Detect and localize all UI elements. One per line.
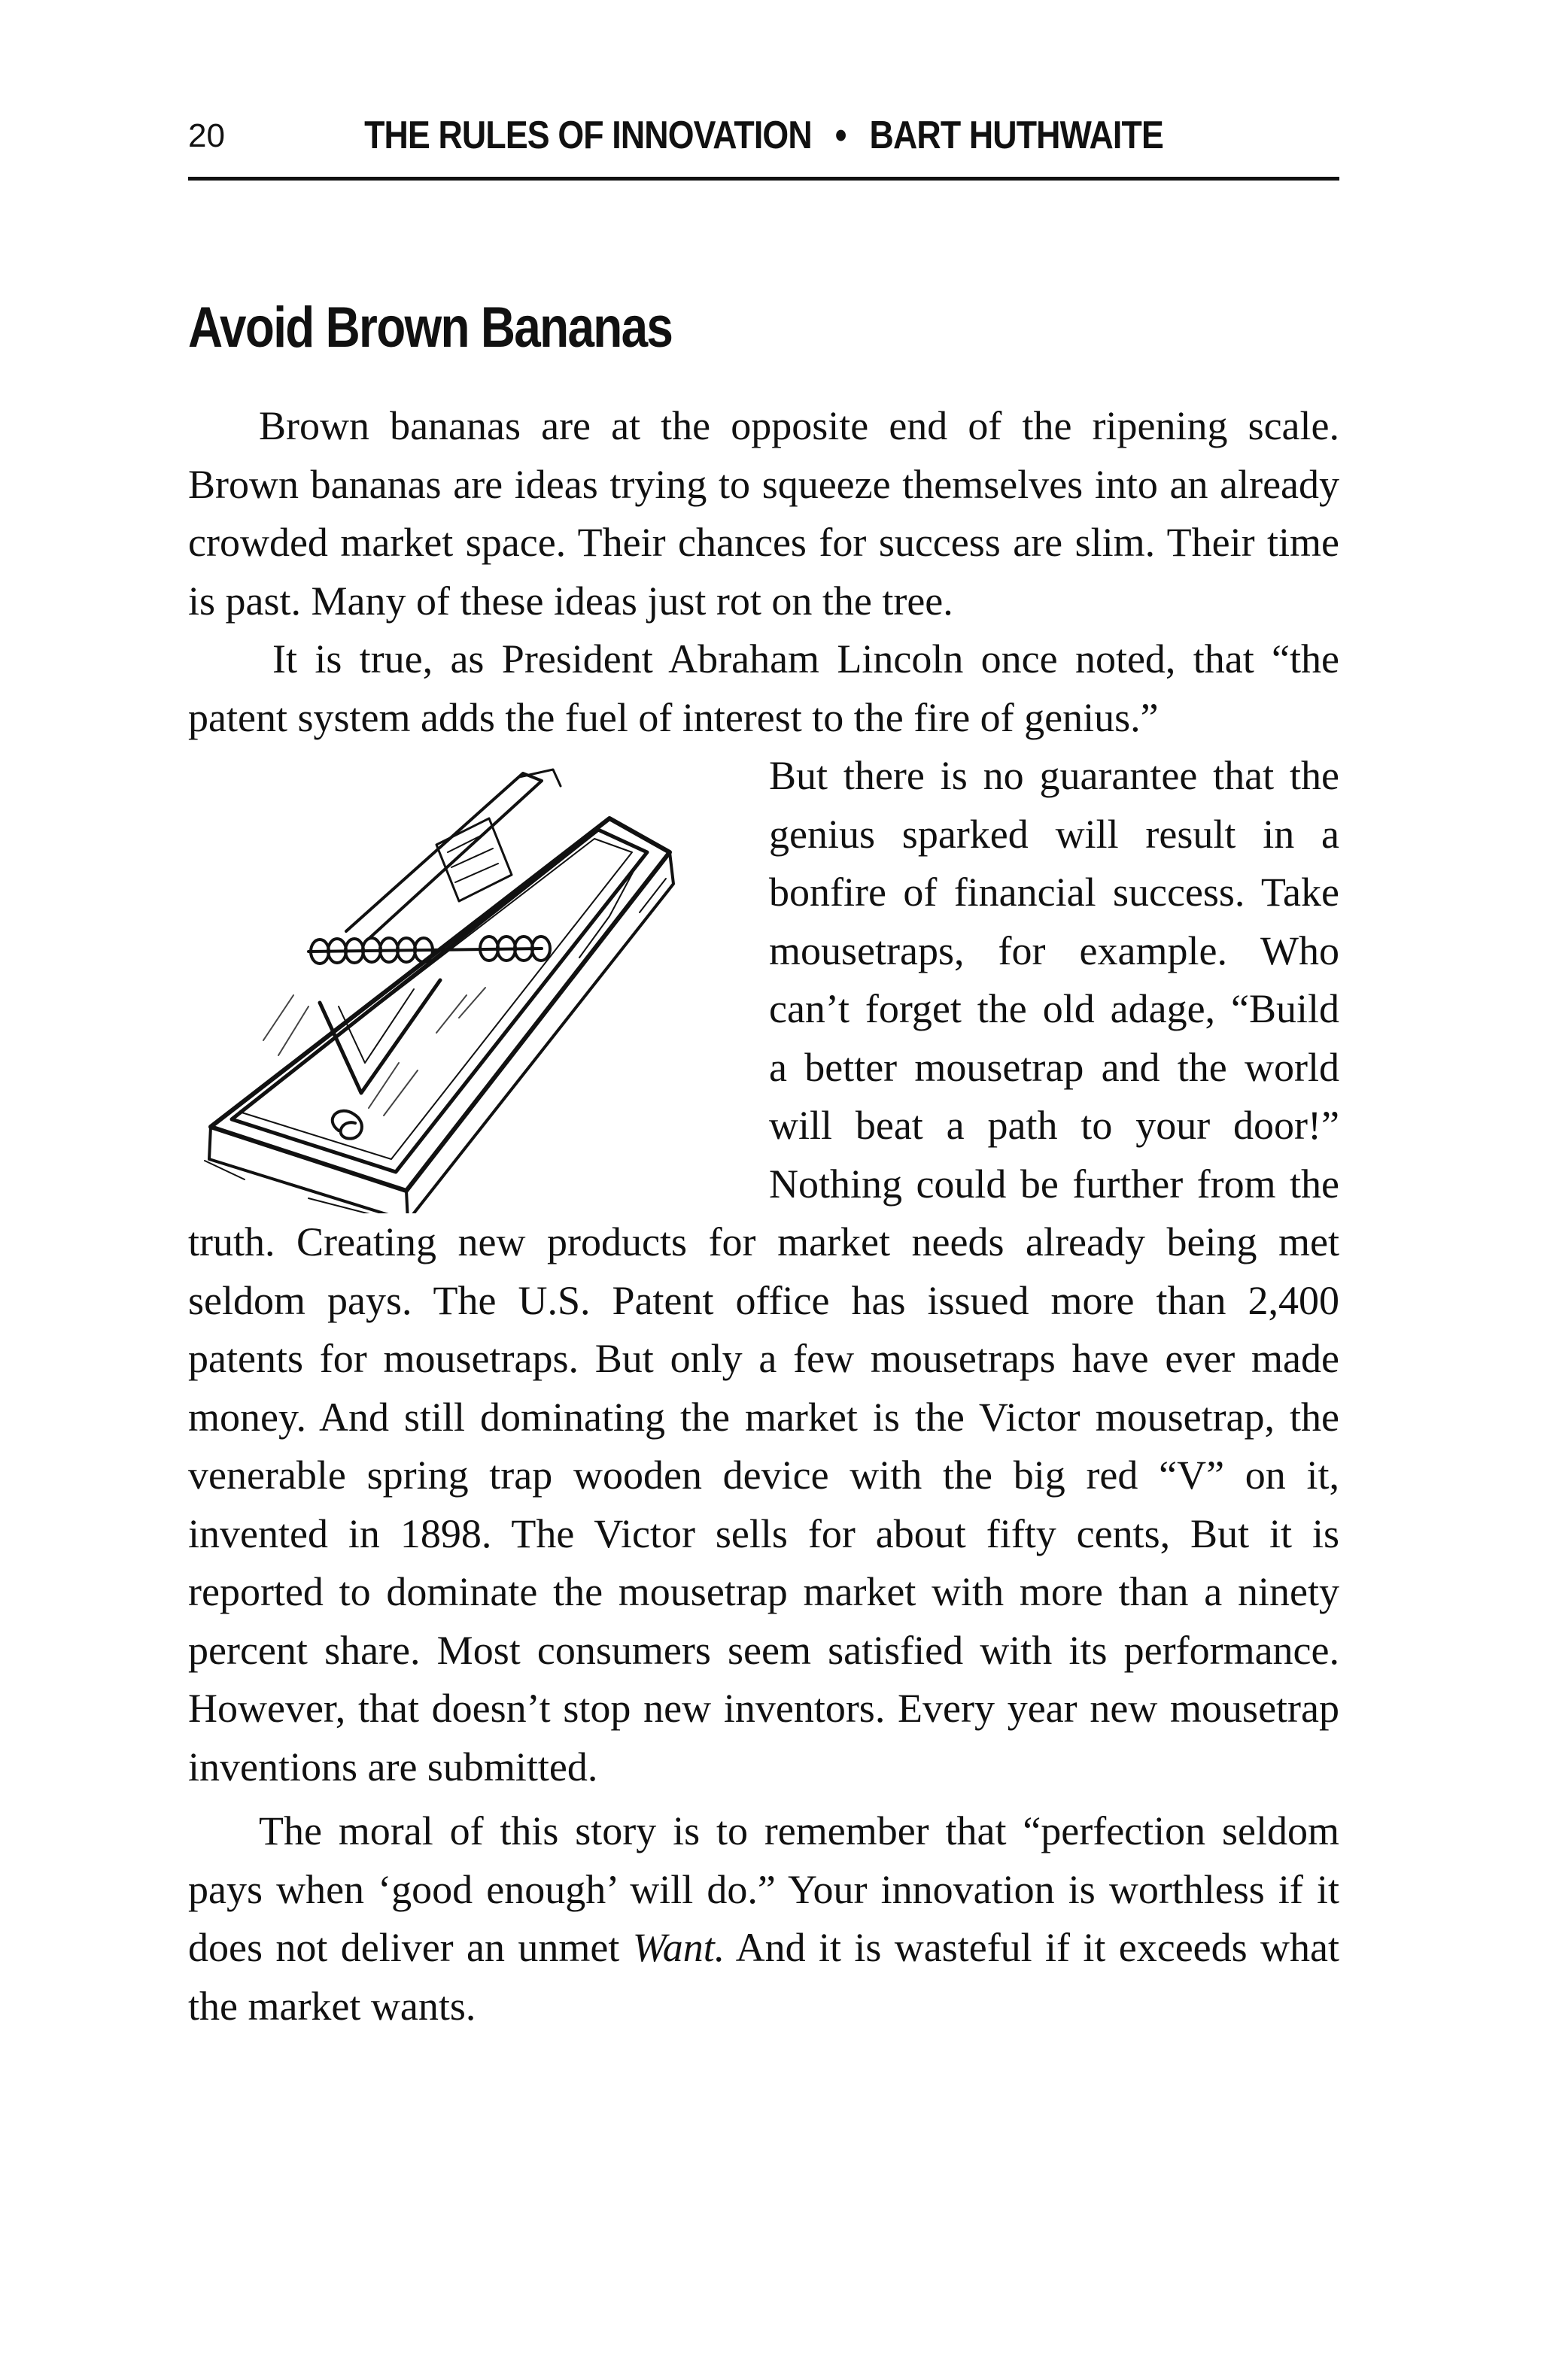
running-head bbox=[269, 113, 1259, 158]
body-text bbox=[188, 397, 1339, 2035]
paragraph-moral bbox=[188, 1802, 1339, 2035]
paragraph-mousetrap: But there is no guarantee that the genius sparked will result in a bonfire of financial success. Take mousetraps, for example. Who can’t forget the old adage, “Build a better mousetrap and the world will beat a path to your door!” Nothing could be further from the truth. Creating new products for market needs already being met seldom pays. The U.S. Patent office has issued more than 2,400 patents for mousetraps. But only a few mousetraps have ever made money. And still dominating the market is the Victor mousetrap, the venerable spring trap wooden device with the big red “V” on it, invented in 1898. The Victor sells for about fifty cents, But it is reported to dominate the mousetrap market with more than a ninety percent share. Most consumers seem satisfied with its performance. However, that doesn’t stop new inventors. Every year new mousetrap inventions are submitted. bbox=[188, 753, 1339, 1790]
moral-text-end: And it is wasteful if it exceeds what the market wants. bbox=[188, 1925, 1339, 2029]
paragraph-brown-bananas: Brown bananas are at the opposite end of the ripening scale. Brown bananas are ideas trying to squeeze themselves into an already crowded market space. Their chances for success are slim. Their time is past. Many of these ideas just rot on the tree. bbox=[188, 403, 1339, 624]
want-emphasis: Want. bbox=[632, 1925, 725, 1970]
mousetrap-sketch-icon bbox=[188, 747, 752, 1213]
section-title: Avoid Brown Bananas bbox=[188, 296, 673, 360]
book-title: THE RULES OF INNOVATION bbox=[364, 114, 812, 157]
paragraph-lincoln-quote: It is true, as President Abraham Lincoln once noted, that “the patent system adds the fuel of interest to the fire of genius.” bbox=[188, 636, 1339, 740]
moral-text-start: The moral of this story is to remember that “perfection seldom pays when ‘good enough’ will do.” Your innovation is worthless if it does not deliver an unmet bbox=[188, 1808, 1339, 1970]
header-separator: • bbox=[834, 114, 846, 157]
page-number: 20 bbox=[188, 117, 225, 154]
author-name: BART HUTHWAITE bbox=[869, 114, 1163, 157]
mousetrap-illustration bbox=[188, 747, 752, 1213]
page-header bbox=[188, 113, 1339, 181]
